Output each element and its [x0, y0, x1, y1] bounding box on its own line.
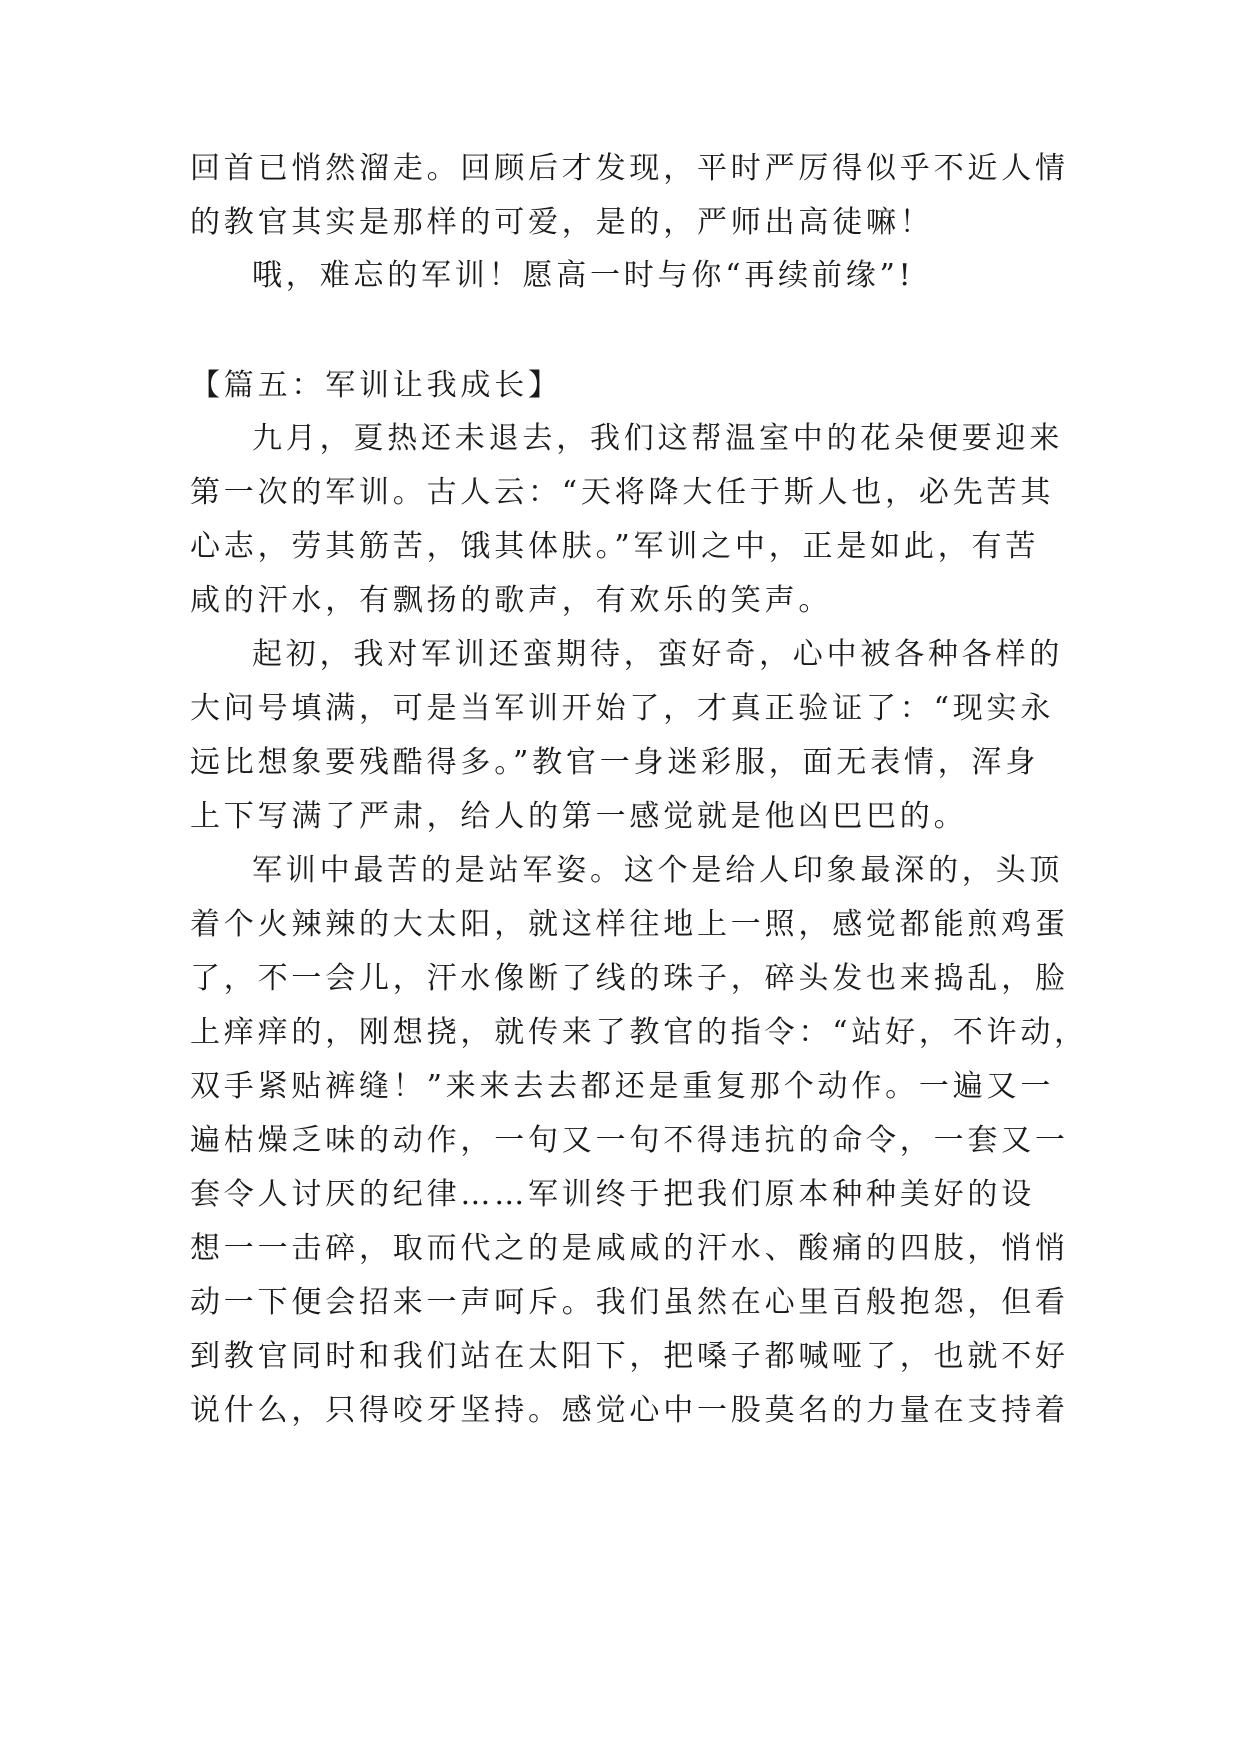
- text-line: 遍枯燥乏味的动作，一句又一句不得违抗的命令，一套又一: [190, 1123, 1069, 1158]
- text-line: 哦，难忘的军训！愿高一时与你“再续前缘”!: [252, 258, 915, 293]
- text-line: 第一次的军训。古人云：“天将降大任于斯人也，必先苦其: [190, 475, 1055, 510]
- section-heading: 【篇五：军训让我成长】: [190, 368, 562, 403]
- text-line: 大问号填满，可是当军训开始了，才真正验证了：“现实永: [190, 691, 1055, 726]
- text-line: 起初，我对军训还蛮期待，蛮好奇，心中被各种各样的: [252, 637, 1064, 672]
- text-line: 说什么，只得咬牙坚持。感觉心中一股莫名的力量在支持着: [190, 1393, 1069, 1428]
- text-line: 咸的汗水，有飘扬的歌声，有欢乐的笑声。: [190, 583, 833, 618]
- text-line: 心志，劳其筋苦，饿其体肤。”军训之中，正是如此，有苦: [190, 529, 1040, 564]
- text-line: 军训中最苦的是站军姿。这个是给人印象最深的，头顶: [252, 853, 1064, 888]
- text-line: 上痒痒的，刚想挠，就传来了教官的指令：“站好，不许动，: [190, 1015, 1088, 1050]
- text-line: 动一下便会招来一声呵斥。我们虽然在心里百般抱怨，但看: [190, 1285, 1069, 1320]
- text-line: 双手紧贴裤缝！”来来去去都还是重复那个动作。一遍又一: [190, 1069, 1055, 1104]
- text-line: 远比想象要残酷得多。”教官一身迷彩服，面无表情，浑身: [190, 745, 1040, 780]
- text-line: 上下写满了严肃，给人的第一感觉就是他凶巴巴的。: [190, 799, 968, 834]
- text-line: 回首已悄然溜走。回顾后才发现，平时严厉得似乎不近人情: [190, 151, 1069, 186]
- text-line: 着个火辣辣的大太阳，就这样往地上一照，感觉都能煎鸡蛋: [190, 907, 1069, 942]
- text-line: 了，不一会儿，汗水像断了线的珠子，碎头发也来捣乱，脸: [190, 961, 1069, 996]
- text-line: 到教官同时和我们站在太阳下，把嗓子都喊哑了，也就不好: [190, 1339, 1069, 1374]
- text-line: 想一一击碎，取而代之的是咸咸的汗水、酸痛的四肢，悄悄: [190, 1231, 1069, 1266]
- text-line: 的教官其实是那样的可爱，是的，严师出高徒嘛！: [190, 205, 934, 240]
- text-line: 九月，夏热还未退去，我们这帮温室中的花朵便要迎来: [252, 421, 1064, 456]
- text-line: 套令人讨厌的纪律……军训终于把我们原本种种美好的设: [190, 1177, 1035, 1212]
